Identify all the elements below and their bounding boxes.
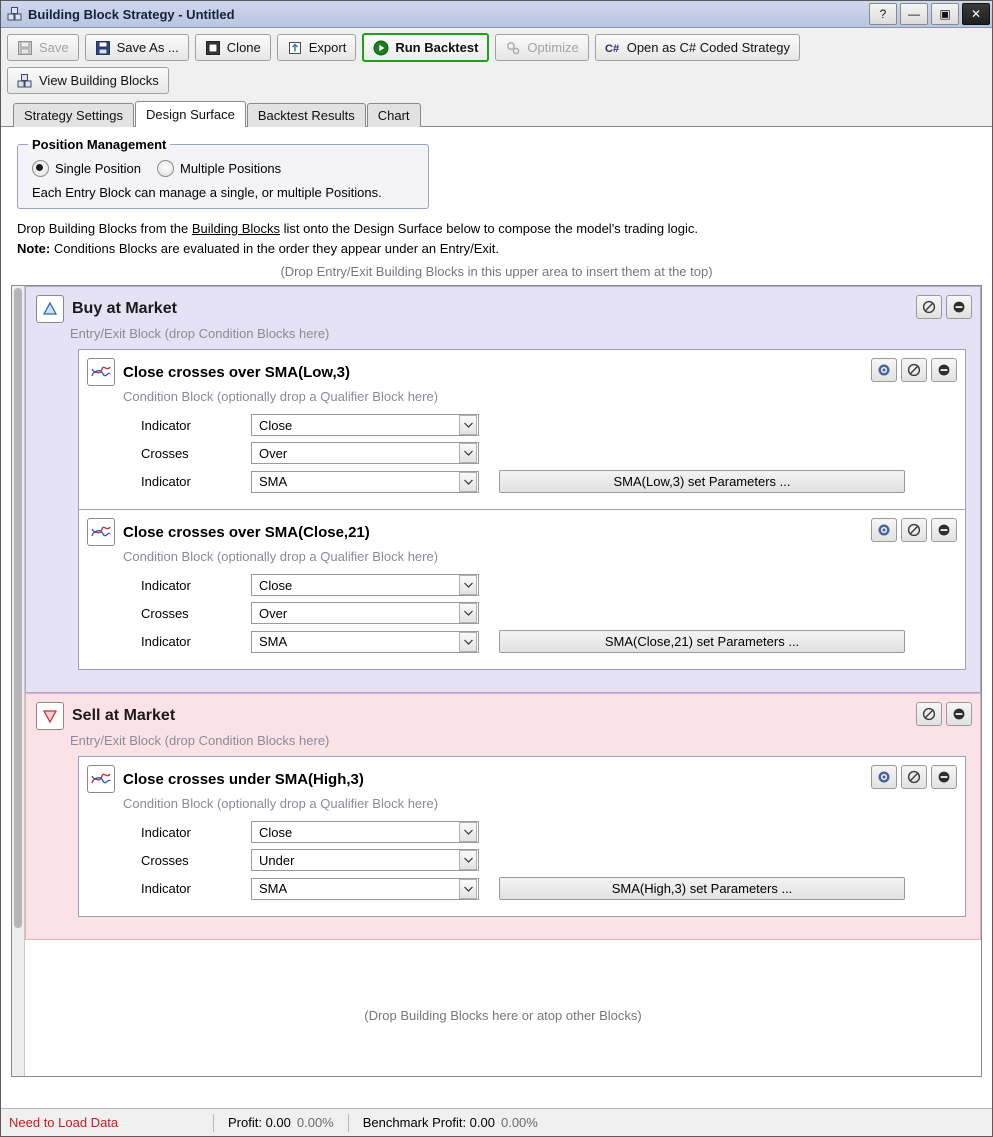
param-label: Indicator bbox=[141, 474, 191, 489]
clone-button-label: Clone bbox=[226, 40, 261, 55]
condition-block[interactable] bbox=[78, 349, 966, 510]
save-as-icon bbox=[95, 40, 111, 56]
toolbar-row-primary bbox=[7, 33, 986, 62]
status-bar bbox=[1, 1108, 992, 1136]
save-button[interactable] bbox=[7, 34, 79, 61]
param-row bbox=[79, 849, 965, 871]
instructions-line-1 bbox=[17, 219, 982, 239]
entry-block-sell[interactable] bbox=[25, 693, 981, 940]
save-as-button[interactable] bbox=[85, 34, 189, 61]
param-label: Crosses bbox=[141, 445, 189, 461]
indicator-left-select[interactable] bbox=[251, 414, 479, 436]
blocks-icon bbox=[7, 6, 23, 22]
condition-block[interactable] bbox=[78, 510, 966, 670]
tab-strategy-settings[interactable]: Strategy Settings bbox=[13, 103, 134, 127]
param-label: Indicator bbox=[141, 577, 191, 593]
set-parameters-button[interactable]: SMA(High,3) set Parameters ... bbox=[499, 877, 905, 900]
drop-hint-top: (Drop Entry/Exit Building Blocks in this upper area to insert them at the top) bbox=[280, 264, 713, 279]
instructions bbox=[17, 219, 982, 259]
disable-icon[interactable] bbox=[901, 518, 927, 542]
status-profit-label: Profit: 0.00 bbox=[228, 1115, 291, 1130]
condition-block[interactable] bbox=[78, 756, 966, 917]
tab-chart[interactable]: Chart bbox=[367, 103, 421, 127]
condition-block-header bbox=[79, 757, 965, 793]
export-icon bbox=[287, 40, 303, 56]
indicator-left-select[interactable] bbox=[251, 574, 479, 596]
param-label: Indicator bbox=[141, 417, 191, 433]
remove-icon[interactable] bbox=[946, 295, 972, 319]
condition-block-actions bbox=[871, 518, 957, 542]
condition-block-title: Close crosses over SMA(Low,3) bbox=[123, 363, 351, 381]
indicator-left-value: Close bbox=[259, 417, 293, 433]
radio-single-position[interactable] bbox=[32, 160, 49, 177]
instructions-line-2 bbox=[17, 239, 982, 259]
minimize-button[interactable]: — bbox=[900, 3, 928, 25]
sell-triangle-icon bbox=[36, 702, 64, 730]
clone-icon bbox=[205, 40, 221, 56]
radio-multiple-positions[interactable] bbox=[157, 160, 174, 177]
status-profit-percent: 0.00% bbox=[296, 1115, 334, 1130]
indicator-right-select[interactable] bbox=[251, 878, 479, 900]
set-parameters-button[interactable]: SMA(Close,21) set Parameters ... bbox=[499, 630, 905, 653]
indicator-icon bbox=[87, 765, 115, 793]
entry-block-buy-header bbox=[26, 287, 980, 323]
param-label: Indicator bbox=[141, 824, 191, 840]
design-surface[interactable] bbox=[11, 285, 982, 1077]
export-button[interactable] bbox=[277, 34, 357, 61]
optimize-button-label: Optimize bbox=[527, 40, 579, 55]
tab-backtest-results[interactable]: Backtest Results bbox=[247, 103, 366, 127]
surface-content bbox=[25, 286, 981, 1076]
param-row bbox=[79, 602, 965, 624]
window-title: Building Block Strategy - Untitled bbox=[28, 6, 235, 22]
gear-icon[interactable] bbox=[871, 358, 897, 382]
position-management-group bbox=[17, 137, 429, 209]
position-management-note: Each Entry Block can manage a single, or multiple Positions. bbox=[32, 185, 382, 200]
crosses-select[interactable] bbox=[251, 849, 479, 871]
indicator-icon bbox=[87, 518, 115, 546]
title-bar bbox=[1, 1, 992, 28]
param-row bbox=[79, 414, 965, 436]
entry-block-sell-footer bbox=[26, 917, 980, 939]
optimize-button[interactable] bbox=[495, 34, 588, 61]
chevron-down-icon[interactable] bbox=[459, 850, 477, 870]
crosses-value: Over bbox=[259, 445, 288, 461]
param-row bbox=[79, 574, 965, 596]
entry-block-buy[interactable] bbox=[25, 286, 981, 693]
condition-block-title: Close crosses over SMA(Close,21) bbox=[123, 523, 370, 541]
run-icon bbox=[373, 40, 389, 56]
param-row bbox=[79, 821, 965, 843]
instructions-line1-pre: Drop Building Blocks from the bbox=[17, 221, 192, 236]
condition-block-actions bbox=[871, 358, 957, 382]
indicator-icon bbox=[87, 358, 115, 386]
close-button[interactable]: ✕ bbox=[962, 3, 990, 25]
radio-single-position-label: Single Position bbox=[55, 161, 141, 176]
chevron-down-icon[interactable] bbox=[459, 443, 477, 463]
chevron-down-icon[interactable] bbox=[459, 632, 477, 652]
indicator-right-value: SMA bbox=[259, 881, 288, 896]
disable-icon[interactable] bbox=[901, 358, 927, 382]
status-message: Need to Load Data bbox=[9, 1115, 119, 1130]
indicator-right-select[interactable] bbox=[251, 471, 479, 493]
run-backtest-button[interactable] bbox=[362, 33, 489, 62]
remove-icon[interactable] bbox=[931, 765, 957, 789]
radio-multiple-positions-label: Multiple Positions bbox=[180, 161, 282, 176]
export-button-label: Export bbox=[308, 40, 347, 55]
help-button[interactable]: ? bbox=[869, 3, 897, 25]
condition-block-actions bbox=[871, 765, 957, 789]
entry-block-buy-actions bbox=[916, 295, 972, 319]
save-icon bbox=[17, 40, 33, 56]
run-backtest-button-label: Run Backtest bbox=[395, 40, 479, 55]
condition-block-subtitle: Condition Block (optionally drop a Qualifier Block here) bbox=[123, 549, 439, 564]
instructions-note-label: Note: bbox=[17, 241, 51, 256]
svg-text:C#: C# bbox=[604, 42, 619, 55]
status-profit bbox=[214, 1109, 348, 1136]
status-benchmark bbox=[349, 1109, 552, 1136]
chevron-down-icon[interactable] bbox=[459, 879, 477, 899]
remove-icon[interactable] bbox=[946, 702, 972, 726]
blocks-icon bbox=[17, 73, 33, 89]
disable-icon[interactable] bbox=[916, 702, 942, 726]
indicator-left-value: Close bbox=[259, 577, 293, 593]
entry-block-buy-footer bbox=[26, 670, 980, 692]
buy-triangle-icon bbox=[36, 295, 64, 323]
surface-scrollbar[interactable] bbox=[12, 286, 25, 1076]
chevron-down-icon[interactable] bbox=[459, 472, 477, 492]
chevron-down-icon[interactable] bbox=[459, 575, 477, 595]
position-management-options bbox=[32, 160, 418, 177]
chevron-down-icon[interactable] bbox=[459, 603, 477, 623]
tab-design-surface[interactable]: Design Surface bbox=[135, 101, 246, 127]
csharp-icon bbox=[605, 40, 621, 56]
condition-block-header bbox=[79, 510, 965, 546]
instructions-note-text: Conditions Blocks are evaluated in the order they appear under an Entry/Exit. bbox=[50, 241, 499, 256]
crosses-select[interactable] bbox=[251, 602, 479, 624]
param-row bbox=[79, 630, 965, 653]
indicator-left-select[interactable] bbox=[251, 821, 479, 843]
param-row bbox=[79, 470, 965, 493]
indicator-right-value: SMA bbox=[259, 474, 288, 489]
view-building-blocks-button[interactable] bbox=[7, 67, 169, 94]
optimize-icon bbox=[505, 40, 521, 56]
toolbar bbox=[1, 28, 992, 101]
entry-block-buy-title: Buy at Market bbox=[72, 300, 177, 317]
disable-icon[interactable] bbox=[901, 765, 927, 789]
position-management-legend: Position Management bbox=[32, 137, 167, 152]
chevron-down-icon[interactable] bbox=[459, 415, 477, 435]
save-as-button-label: Save As ... bbox=[116, 40, 179, 55]
toolbar-row-secondary bbox=[7, 67, 986, 94]
chevron-down-icon[interactable] bbox=[459, 822, 477, 842]
design-surface-pane bbox=[1, 127, 992, 1108]
param-label: Indicator bbox=[141, 634, 191, 649]
clone-button[interactable] bbox=[195, 34, 271, 61]
remove-icon[interactable] bbox=[931, 518, 957, 542]
building-blocks-link[interactable]: Building Blocks bbox=[191, 221, 281, 236]
status-benchmark-label: Benchmark Profit: 0.00 bbox=[362, 1115, 495, 1130]
param-row bbox=[79, 442, 965, 464]
maximize-button[interactable]: ▣ bbox=[931, 3, 959, 25]
crosses-value: Over bbox=[259, 605, 288, 621]
entry-block-sell-actions bbox=[916, 702, 972, 726]
indicator-left-value: Close bbox=[259, 824, 293, 840]
instructions-line1-post: list onto the Design Surface below to compose the model's trading logic. bbox=[280, 221, 699, 236]
save-button-label: Save bbox=[39, 40, 69, 55]
param-label: Indicator bbox=[141, 881, 191, 896]
indicator-right-select[interactable] bbox=[251, 631, 479, 653]
condition-block-subtitle: Condition Block (optionally drop a Qualifier Block here) bbox=[123, 389, 439, 404]
entry-block-buy-subtitle: Entry/Exit Block (drop Condition Blocks here) bbox=[70, 326, 330, 341]
open-as-csharp-button[interactable] bbox=[595, 34, 800, 61]
gear-icon[interactable] bbox=[871, 765, 897, 789]
condition-block-header bbox=[79, 350, 965, 386]
entry-block-sell-header bbox=[26, 694, 980, 730]
param-label: Crosses bbox=[141, 605, 189, 621]
set-parameters-button[interactable]: SMA(Low,3) set Parameters ... bbox=[499, 470, 905, 493]
disable-icon[interactable] bbox=[916, 295, 942, 319]
status-benchmark-percent: 0.00% bbox=[500, 1115, 538, 1130]
param-row bbox=[79, 877, 965, 900]
crosses-select[interactable] bbox=[251, 442, 479, 464]
surface-drop-hint: (Drop Building Blocks here or atop other Blocks) bbox=[364, 1008, 642, 1023]
gear-icon[interactable] bbox=[871, 518, 897, 542]
condition-block-title: Close crosses under SMA(High,3) bbox=[123, 770, 364, 788]
param-label: Crosses bbox=[141, 852, 189, 868]
indicator-right-value: SMA bbox=[259, 634, 288, 649]
remove-icon[interactable] bbox=[931, 358, 957, 382]
entry-block-sell-title: Sell at Market bbox=[72, 707, 176, 724]
open-as-csharp-button-label: Open as C# Coded Strategy bbox=[626, 40, 791, 55]
surface-scrollbar-thumb[interactable] bbox=[14, 288, 22, 928]
tab-strip bbox=[1, 101, 992, 127]
condition-block-subtitle: Condition Block (optionally drop a Qualifier Block here) bbox=[123, 796, 439, 811]
entry-block-sell-subtitle: Entry/Exit Block (drop Condition Blocks here) bbox=[70, 733, 330, 748]
view-building-blocks-label: View Building Blocks bbox=[39, 73, 159, 88]
crosses-value: Under bbox=[259, 852, 295, 868]
